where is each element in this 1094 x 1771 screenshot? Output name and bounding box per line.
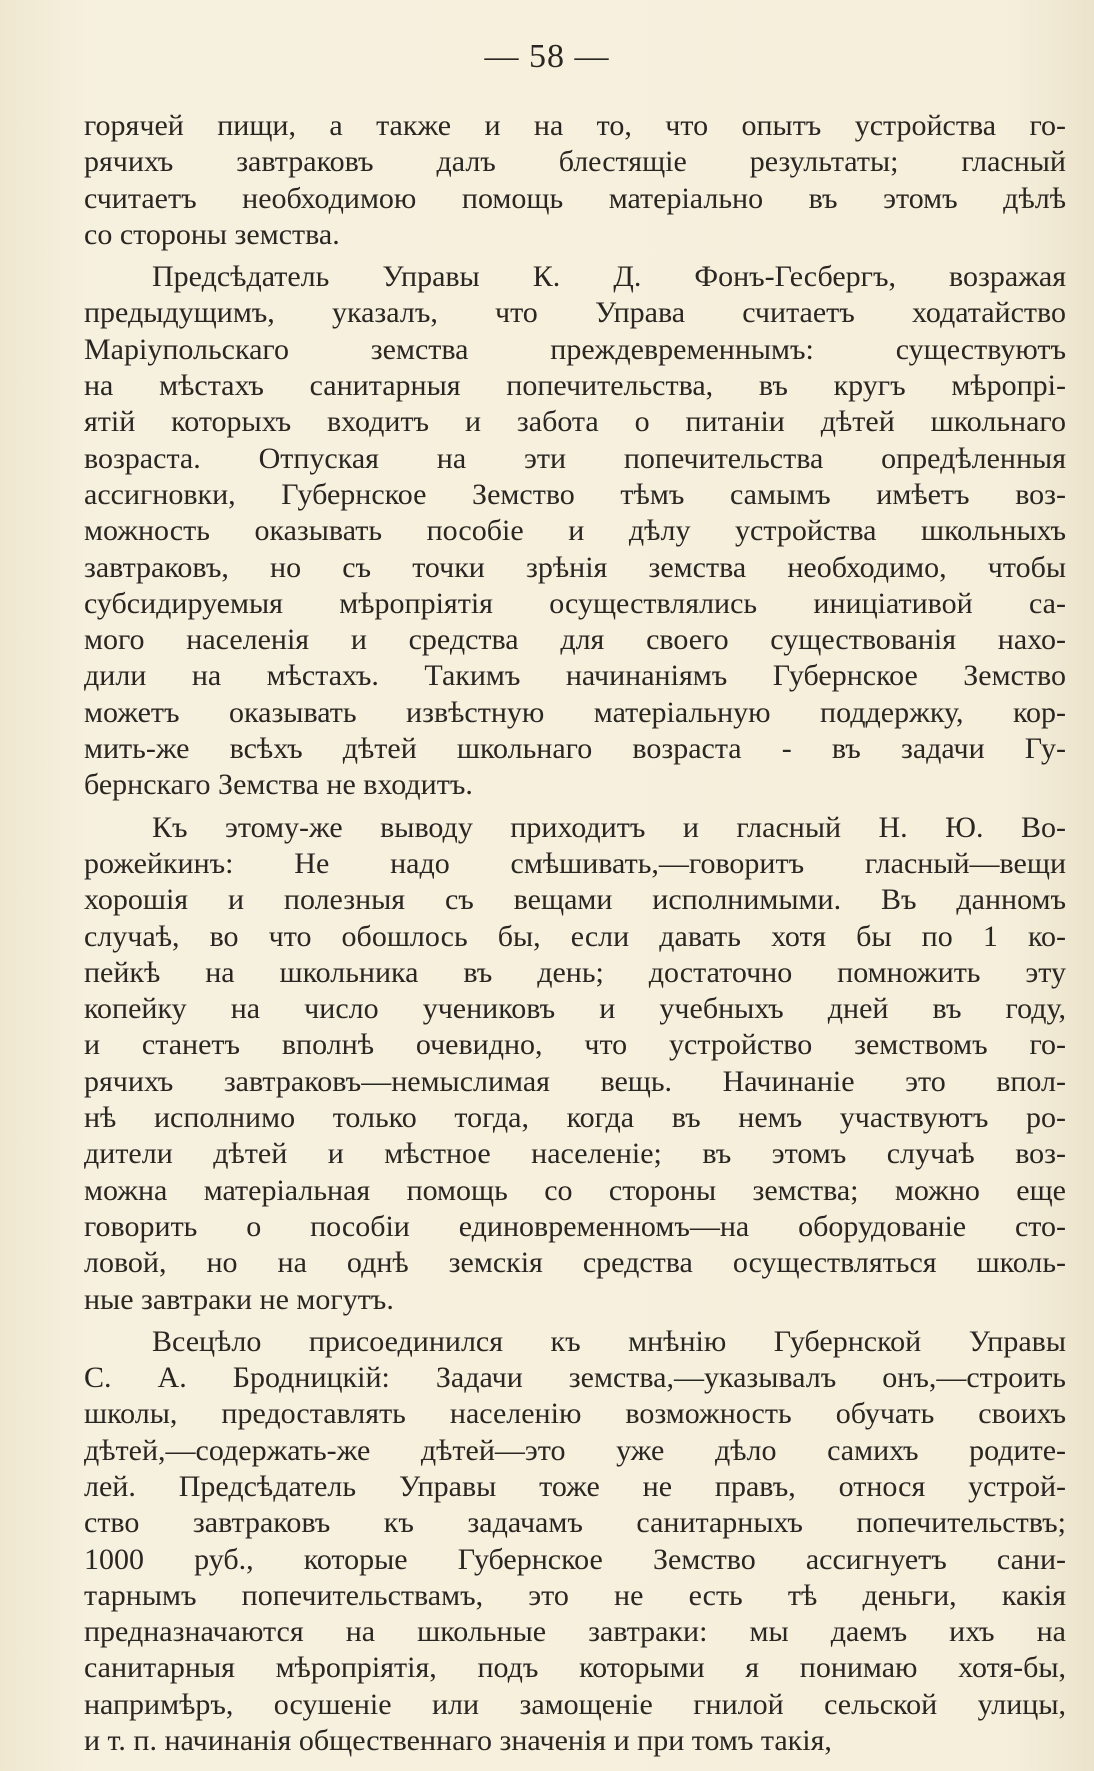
text-line: ятій которыхъ входитъ и забота о питаніи дѣтей школьнаго [84,405,1066,439]
text-line: хорошія и полезныя съ вещами исполнимыми. Въ данномъ [84,883,1066,917]
text-line: нѣ исполнимо только тогда, когда въ немъ участвуютъ ро- [84,1101,1066,1135]
text-line: считаетъ необходимою помощь матеріально въ этомъ дѣлѣ [84,181,1066,215]
text-line: рячихъ завтраковъ—немыслимая вещь. Начинаніе это впол- [84,1064,1066,1098]
text-line: случаѣ, во что обошлось бы, если давать хотя бы по 1 ко- [84,919,1066,953]
text-line: Маріупольскаго земства преждевременнымъ: существуютъ [84,332,1066,366]
text-line: копейку на число учениковъ и учебныхъ дней въ году, [84,992,1066,1026]
paragraph [84,259,1066,803]
text-line: санитарныя мѣропріятія, подъ которыми я понимаю хотя-бы, [84,1651,1066,1685]
text-line: и т. п. начинанія общественнаго значенія и при томъ такія, [84,1724,832,1758]
text-line: С. А. Бродницкій: Задачи земства,—указывалъ онъ,—строить [84,1361,1066,1395]
text-line: со стороны земства. [84,217,340,251]
text-line: ные завтраки не могутъ. [84,1282,394,1316]
paragraph [84,1324,1066,1760]
text-line: мого населенія и средства для своего существованія нахо- [84,623,1066,657]
text-line: возраста. Отпуская на эти попечительства опредѣленныя [84,441,1066,475]
text-line: напримѣръ, осушеніе или замощеніе гнилой сельской улицы, [84,1687,1066,1721]
paragraph [84,108,1066,253]
text-line: дители дѣтей и мѣстное населеніе; въ этомъ случаѣ воз- [84,1137,1066,1171]
text-line: субсидируемыя мѣропріятія осуществлялись иниціативой са- [84,586,1066,620]
text-line: и станетъ вполнѣ очевидно, что устройство земствомъ го- [84,1028,1066,1062]
text-line: Предсѣдатель Управы К. Д. Фонъ-Гесбергъ, возражая [152,260,1066,294]
text-line: рожейкинъ: Не надо смѣшивать,—говоритъ гласный—вещи [84,846,1066,880]
text-line: можна матеріальная помощь со стороны земства; можно еще [84,1173,1066,1207]
text-line: ловой, но на однѣ земскія средства осуществляться школь- [84,1246,1066,1280]
text-line: 1000 руб., которые Губернское Земство ассигнуетъ сани- [84,1542,1066,1576]
text-line: рячихъ завтраковъ далъ блестящіе результаты; гласный [84,145,1066,179]
text-line: ассигновки, Губернское Земство тѣмъ самымъ имѣетъ воз- [84,477,1066,511]
paragraph [84,810,1066,1318]
text-line: ство завтраковъ къ задачамъ санитарныхъ попечительствъ; [84,1506,1066,1540]
text-line: мить-же всѣхъ дѣтей школьнаго возраста - въ задачи Гу- [84,732,1066,766]
text-line: тарнымъ попечительствамъ, это не есть тѣ деньги, какія [84,1578,1066,1612]
text-line: предыдущимъ, указалъ, что Управа считаетъ ходатайство [84,296,1066,330]
text-line: дили на мѣстахъ. Такимъ начинаніямъ Губернское Земство [84,659,1066,693]
text-line: дѣтей,—содержать-же дѣтей—это уже дѣло самихъ родите- [84,1433,1066,1467]
text-line: говорить о пособіи единовременномъ—на оборудованіе сто- [84,1209,1066,1243]
text-line: предназначаются на школьные завтраки: мы даемъ ихъ на [84,1615,1066,1649]
text-line: пейкѣ на школьника въ день; достаточно помножить эту [84,955,1066,989]
text-line: Къ этому-же выводу приходитъ и гласный Н. Ю. Во- [152,810,1066,844]
text-line: на мѣстахъ санитарныя попечительства, въ кругъ мѣропрі- [84,369,1066,403]
text-line: Всецѣло присоединился къ мнѣнію Губернской Управы [152,1324,1066,1358]
text-line: можность оказывать пособіе и дѣлу устройства школьныхъ [84,514,1066,548]
text-line: школы, предоставлять населенію возможность обучать своихъ [84,1397,1066,1431]
text-line: горячей пищи, а также и на то, что опытъ устройства го- [84,109,1066,142]
text-line: можетъ оказывать извѣстную матеріальную поддержку, кор- [84,695,1066,729]
text-line: бернскаго Земства не входитъ. [84,768,473,802]
text-line: завтраковъ, но съ точки зрѣнія земства необходимо, чтобы [84,550,1066,584]
text-line: лей. Предсѣдатель Управы тоже не правъ, относя устрой- [84,1469,1066,1503]
page-number: — 58 — [484,38,610,75]
body-text [84,108,1066,1759]
